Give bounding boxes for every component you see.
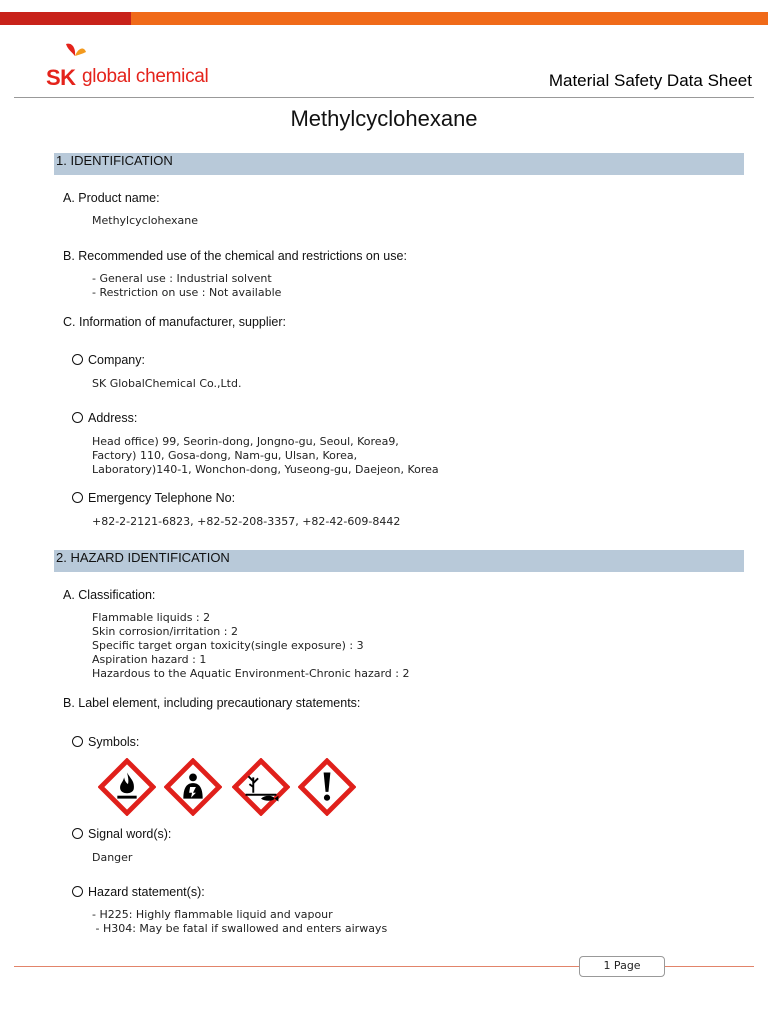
list-item: - H304: May be fatal if swallowed and enters airways <box>92 922 388 935</box>
logo-text: global chemical <box>82 66 209 87</box>
circle-bullet-icon <box>72 828 83 839</box>
address-line: Head office) 99, Seorin-dong, Jongno-gu, Seoul, Korea9, <box>92 435 399 448</box>
company-logo <box>40 38 220 90</box>
top-bar-orange <box>131 12 768 25</box>
circle-bullet-icon <box>72 736 83 747</box>
exclamation-icon <box>298 758 356 816</box>
classification-list <box>92 611 409 681</box>
phone-label: Emergency Telephone No: <box>88 491 236 505</box>
document-type: Material Safety Data Sheet <box>548 71 752 90</box>
classification-label: A. Classification: <box>63 588 156 602</box>
top-bar-red <box>0 12 131 25</box>
signal-word-heading <box>72 827 171 841</box>
section-1-title: 1. IDENTIFICATION <box>56 153 173 168</box>
signal-word-label: Signal word(s): <box>88 827 172 841</box>
list-item: - General use : Industrial solvent <box>92 272 272 285</box>
address-label: Address: <box>88 411 138 425</box>
ghs-pictograms <box>98 758 358 816</box>
section-2-title: 2. HAZARD IDENTIFICATION <box>56 550 230 565</box>
company-value: SK GlobalChemical Co.,Ltd. <box>92 377 242 390</box>
phone-value: +82-2-2121-6823, +82-52-208-3357, +82-42-609-8442 <box>92 515 401 528</box>
company-label: Company: <box>88 353 145 367</box>
list-item: Flammable liquids : 2 <box>92 611 211 624</box>
list-item: Hazardous to the Aquatic Environment-Chronic hazard : 2 <box>92 667 410 680</box>
health-hazard-icon <box>164 758 222 816</box>
product-name-value: Methylcyclohexane <box>92 214 199 227</box>
list-item: Specific target organ toxicity(single exposure) : 3 <box>92 639 364 652</box>
logo-sk: SK <box>46 65 76 90</box>
page-title: Methylcyclohexane <box>290 106 478 131</box>
footer-divider-right <box>664 966 754 967</box>
section-1-header <box>54 153 744 175</box>
company-heading <box>72 353 145 367</box>
list-item: Skin corrosion/irritation : 2 <box>92 625 238 638</box>
page-number-box <box>579 956 665 977</box>
label-element-label: B. Label element, including precautionary statements: <box>63 696 361 710</box>
phone-heading <box>72 491 235 505</box>
recommended-use-list <box>92 272 281 300</box>
circle-bullet-icon <box>72 354 83 365</box>
section-2-header <box>54 550 744 572</box>
footer-divider-left <box>14 966 579 967</box>
page-number: 1 Page <box>603 959 641 972</box>
address-lines <box>92 435 439 477</box>
symbols-heading <box>72 735 139 749</box>
flame-icon <box>98 758 156 816</box>
environment-icon <box>232 758 290 816</box>
list-item: - H225: Highly flammable liquid and vapour <box>92 908 333 921</box>
hazard-statements-label: Hazard statement(s): <box>88 885 205 899</box>
circle-bullet-icon <box>72 886 83 897</box>
address-heading <box>72 411 137 425</box>
recommended-use-label: B. Recommended use of the chemical and restrictions on use: <box>63 249 407 263</box>
list-item: - Restriction on use : Not available <box>92 286 282 299</box>
header-divider <box>14 97 754 98</box>
symbols-label: Symbols: <box>88 735 140 749</box>
address-line: Laboratory)140-1, Wonchon-dong, Yuseong-gu, Daejeon, Korea <box>92 463 439 476</box>
address-line: Factory) 110, Gosa-dong, Nam-gu, Ulsan, Korea, <box>92 449 358 462</box>
signal-word-value: Danger <box>92 851 133 864</box>
circle-bullet-icon <box>72 492 83 503</box>
product-name-label: A. Product name: <box>63 191 160 205</box>
hazard-statements-heading <box>72 885 205 899</box>
list-item: Aspiration hazard : 1 <box>92 653 207 666</box>
circle-bullet-icon <box>72 412 83 423</box>
manufacturer-label: C. Information of manufacturer, supplier: <box>63 315 287 329</box>
hazard-statements-list <box>92 908 387 936</box>
